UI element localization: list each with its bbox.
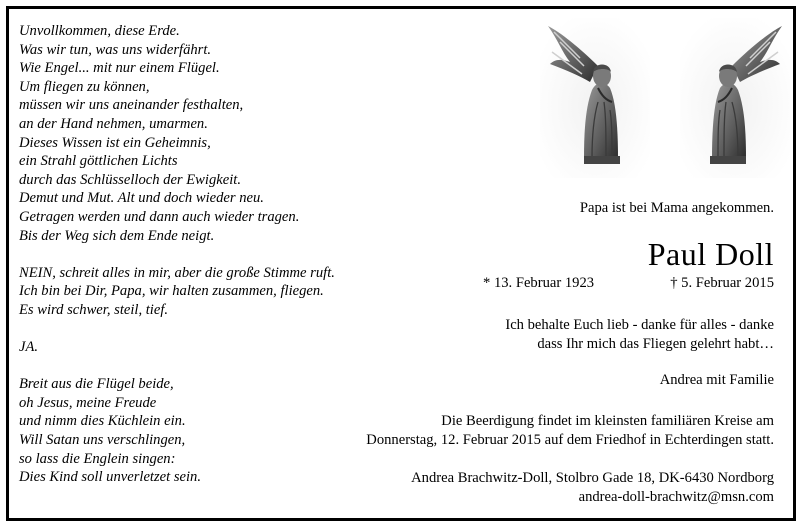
angel-statue-icon [680,18,790,178]
poem-line: Bis der Weg sich dem Ende neigt. [19,227,215,244]
poem-line: Um fliegen zu können, [19,78,150,95]
poem-line: müssen wir uns aneinander festhalten, [19,97,244,114]
poem-line: Dies Kind soll unverletzet sein. [19,469,201,486]
poem-line: Dieses Wissen ist ein Geheimnis, [19,134,211,151]
subtitle: Papa ist bei Mama angekommen. [579,200,774,216]
life-dates [483,275,774,292]
poem-line: so lass die Englein singen: [19,450,176,467]
poem-line: Breit aus die Flügel beide, [19,376,174,393]
funeral-line: Die Beerdigung findet im kleinsten familiären Kreise am [441,413,774,429]
funeral-info [366,412,774,450]
contact-email[interactable]: andrea-doll-brachwitz@msn.com [578,489,774,505]
poem-line: Ich bin bei Dir, Papa, wir halten zusammen, fliegen. [19,283,324,300]
deceased-name: Paul Doll [647,236,774,272]
contact-address: Andrea Brachwitz-Doll, Stolbro Gade 18, DK-6430 Nordborg [411,470,774,486]
poem-line: ein Strahl göttlichen Lichts [19,153,178,170]
poem-line: und nimm dies Küchlein ein. [19,413,186,430]
poem-line: JA. [19,339,39,356]
death-date: † 5. Februar 2015 [670,275,774,291]
poem-line: NEIN, schreit alles in mir, aber die große Stimme ruft. [19,264,335,281]
poem-line: Getragen werden und dann auch wieder tragen. [19,208,300,225]
signature: Andrea mit Familie [659,372,774,388]
poem-line: Unvollkommen, diese Erde. [19,23,180,39]
poem-line: Will Satan uns verschlingen, [19,432,186,449]
angel-statue-icon [540,18,650,178]
contact [411,469,774,507]
poem-line: Wie Engel... mit nur einem Flügel. [19,60,220,77]
farewell-message [505,316,774,354]
poem-line: Es wird schwer, steil, tief. [19,301,169,318]
poem-line: oh Jesus, meine Freude [19,394,157,411]
funeral-line: Donnerstag, 12. Februar 2015 auf dem Friedhof in Echterdingen statt. [366,432,774,448]
message-line: Ich behalte Euch lieb - danke für alles - danke [505,317,774,333]
message-line: dass Ihr mich das Fliegen gelehrt habt… [537,336,774,352]
poem-line: an der Hand nehmen, umarmen. [19,115,208,132]
birth-date: * 13. Februar 1923 [483,275,595,291]
poem-line: Demut und Mut. Alt und doch wieder neu. [19,190,264,207]
poem [19,22,335,487]
poem-line: Was wir tun, was uns widerfährt. [19,41,212,58]
poem-line: durch das Schlüsselloch der Ewigkeit. [19,171,241,188]
